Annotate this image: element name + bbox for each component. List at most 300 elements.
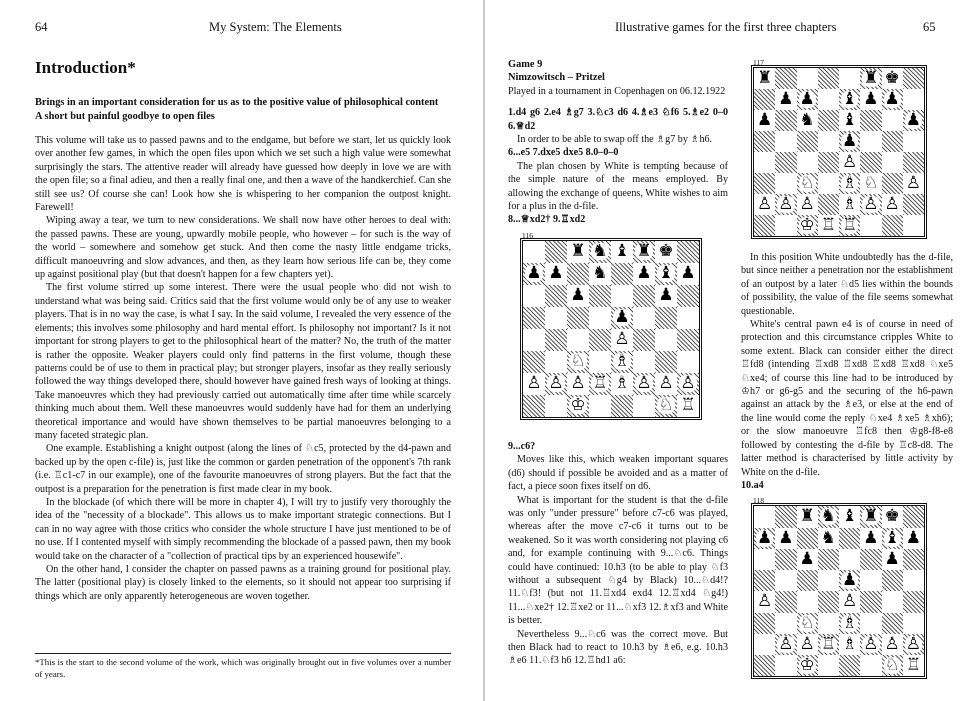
- board-square: [860, 528, 881, 549]
- diagram-118: [753, 496, 933, 677]
- board-square: [903, 89, 924, 110]
- board-square: [523, 241, 545, 263]
- board-square: [860, 131, 881, 152]
- board-square: [797, 591, 818, 612]
- chess-piece: ♖: [820, 215, 836, 235]
- board-square: [589, 351, 611, 373]
- board-square: [589, 373, 611, 395]
- board-square: [882, 152, 903, 173]
- chess-piece: ♙: [526, 373, 542, 394]
- board-square: [655, 373, 677, 395]
- board-square: [754, 110, 775, 131]
- chess-piece: ♘: [884, 655, 900, 676]
- board-square: [882, 173, 903, 194]
- board-square: [797, 131, 818, 152]
- board-square: [818, 655, 839, 676]
- board-square: [903, 68, 924, 89]
- board-square: [677, 241, 699, 263]
- board-square: [545, 285, 567, 307]
- chess-piece: ♚: [884, 68, 900, 88]
- board-square: [677, 395, 699, 417]
- board-square: [797, 655, 818, 676]
- chess-piece: ♟: [842, 131, 858, 151]
- chess-piece: ♙: [757, 194, 773, 214]
- chess-piece: ♙: [680, 373, 696, 394]
- chess-piece: ♜: [636, 241, 652, 262]
- board-square: [567, 285, 589, 307]
- board-square: [611, 263, 633, 285]
- board-square: [545, 373, 567, 395]
- board-square: [655, 285, 677, 307]
- board-square: [545, 263, 567, 285]
- chess-piece: ♙: [863, 194, 879, 214]
- board-square: [775, 570, 796, 591]
- chess-piece: ♜: [757, 68, 773, 88]
- board-square: [903, 634, 924, 655]
- board-square: [797, 506, 818, 527]
- chess-board: [522, 240, 700, 418]
- chess-piece: ♟: [570, 285, 586, 306]
- chess-piece: ♟: [680, 263, 696, 284]
- board-square: [860, 68, 881, 89]
- chess-piece: ♙: [757, 591, 773, 612]
- board-square: [589, 329, 611, 351]
- chess-piece: ♟: [658, 285, 674, 306]
- board-square: [797, 634, 818, 655]
- board-square: [903, 549, 924, 570]
- board-square: [839, 570, 860, 591]
- board-square: [775, 655, 796, 676]
- board-square: [754, 570, 775, 591]
- board-square: [839, 613, 860, 634]
- board-square: [860, 570, 881, 591]
- board-square: [523, 285, 545, 307]
- board-square: [754, 613, 775, 634]
- board-square: [839, 655, 860, 676]
- right-running-head: Illustrative games for the first three chapters: [615, 20, 837, 34]
- annotation: The plan chosen by White is tempting because of the simple nature of the means employed. By allowing the exchange of queens, White wishes to aim for a plus in the d-file.: [508, 160, 728, 213]
- chess-piece: ♟: [799, 548, 815, 569]
- chess-piece: ♜: [863, 68, 879, 88]
- board-square: [677, 373, 699, 395]
- board-square: [860, 215, 881, 236]
- board-square: [797, 528, 818, 549]
- board-square: [567, 373, 589, 395]
- board-square: [882, 634, 903, 655]
- board-square: [903, 152, 924, 173]
- board-square: [903, 613, 924, 634]
- board-square: [633, 285, 655, 307]
- board-square: [860, 89, 881, 110]
- board-square: [797, 194, 818, 215]
- board-square: [818, 634, 839, 655]
- board-square: [545, 241, 567, 263]
- board-square: [882, 68, 903, 89]
- chess-piece: ♙: [614, 329, 630, 350]
- chess-piece: ♟: [842, 570, 858, 591]
- board-square: [903, 655, 924, 676]
- chess-piece: ♞: [820, 527, 836, 548]
- chess-piece: ♗: [614, 373, 630, 394]
- board-square: [882, 613, 903, 634]
- paragraph: This volume will take us to passed pawns and to the endgame, but before we start, let us quickly look over another few games, in which the open files upon which we set such a high value were somewhat surprisingly the stars. The attentive reader will already have guessed how deeply in love we are with the open file; so a final adieu, and then a really final one, and then a wave of the handkerchief. Can she still see us? Of course she can! Look how she is whispering to her companion the outpost knight. Farewell!: [35, 135, 451, 214]
- chess-board: [753, 505, 925, 677]
- board-square: [797, 173, 818, 194]
- board-square: [677, 263, 699, 285]
- board-square: [567, 307, 589, 329]
- chess-piece: ♟: [526, 263, 542, 284]
- board-square: [882, 194, 903, 215]
- board-square: [754, 506, 775, 527]
- board-square: [860, 110, 881, 131]
- board-square: [818, 131, 839, 152]
- board-square: [860, 549, 881, 570]
- chess-piece: ♗: [842, 633, 858, 654]
- diagram-label: 118: [753, 496, 764, 506]
- board-square: [882, 131, 903, 152]
- board-square: [545, 351, 567, 373]
- board-square: [523, 351, 545, 373]
- board-square: [903, 528, 924, 549]
- chess-piece: ♙: [863, 633, 879, 654]
- paragraph: The first volume stirred up some interest. There were the usual people who did not wish to understand what was being said. Critics said that the first volume would only be of any use to weaker players. That is in no way the case, is what I say. In the said volume, I revealed the very essence of the elements; this involves some philosophy and hard mental effort. Is philosophy not important? Is it not important for strong players to get to the philosophical heart of the matter? No, the truth of the matter is rather the opposite. Weaker players could only find patterns in the first volume, though these patterns could be of use to them in practical play; but stronger players, insofar as they really seriously followed the way things developed there, should however have gained fresh ways of looking at things. Take manoeuvres which they had previously carried out automatically time after time while scarcely thinking much about them. Well these manoeuvres would suddenly have had for them an underlying theoretical importance and would have shown themselves to be partial manoeuvres belonging to a many faceted strategic plan.: [35, 282, 451, 441]
- move-line: 8...♕xd2† 9.♖xd2: [508, 214, 586, 226]
- board-square: [754, 655, 775, 676]
- board-square: [611, 373, 633, 395]
- board-square: [818, 215, 839, 236]
- chess-piece: ♙: [778, 194, 794, 214]
- chess-piece: ♟: [905, 527, 921, 548]
- board-square: [903, 173, 924, 194]
- board-square: [797, 68, 818, 89]
- board-square: [655, 241, 677, 263]
- board-square: [611, 307, 633, 329]
- annotation: Nevertheless 9...♘c6 was the correct move. But then Black had to react to 10.h3 by ♗e6, e.g. 10.h3 ♗e6 11.♘f3 h6 12.♖hd1 a6:: [508, 628, 728, 667]
- board-square: [860, 152, 881, 173]
- board-square: [754, 131, 775, 152]
- board-square: [633, 263, 655, 285]
- move-line: 1.d4 g6 2.e4 ♗g7 3.♘c3 d6 4.♗e3 ♘f6 5.♗e2 0–0 6.♕d2: [508, 107, 728, 132]
- board-square: [523, 373, 545, 395]
- board-square: [903, 215, 924, 236]
- left-running-head: My System: The Elements: [209, 20, 342, 34]
- chess-piece: ♟: [799, 89, 815, 109]
- board-square: [797, 215, 818, 236]
- move-line: 6...e5 7.dxe5 dxe5 8.0–0–0: [508, 147, 619, 159]
- chess-piece: ♗: [842, 173, 858, 193]
- chess-piece: ♖: [680, 395, 696, 416]
- board-square: [655, 351, 677, 373]
- chess-piece: ♝: [842, 110, 858, 130]
- board-square: [754, 152, 775, 173]
- board-square: [818, 89, 839, 110]
- board-square: [903, 194, 924, 215]
- board-square: [655, 329, 677, 351]
- board-square: [775, 613, 796, 634]
- board-square: [655, 263, 677, 285]
- board-square: [775, 131, 796, 152]
- board-square: [754, 634, 775, 655]
- annotation: In order to be able to swap off the ♗g7 by ♗h6.: [517, 134, 713, 146]
- board-square: [903, 110, 924, 131]
- game-label: Game 9: [508, 59, 543, 70]
- board-square: [754, 89, 775, 110]
- board-square: [545, 329, 567, 351]
- board-square: [589, 307, 611, 329]
- chess-piece: ♖: [905, 655, 921, 676]
- diagram-label: 117: [753, 58, 764, 67]
- move-line: 10.a4: [741, 479, 764, 491]
- chess-piece: ♙: [658, 373, 674, 394]
- chess-piece: ♙: [905, 173, 921, 193]
- chess-piece: ♙: [636, 373, 652, 394]
- board-square: [882, 528, 903, 549]
- chess-piece: ♙: [842, 152, 858, 172]
- board-square: [818, 68, 839, 89]
- board-square: [818, 152, 839, 173]
- board-square: [775, 152, 796, 173]
- annotation: Moves like this, which weaken important squares (d6) should if possible be avoided and as a matter of fact, a piece soon fixes itself on d6.: [508, 454, 728, 493]
- board-square: [633, 373, 655, 395]
- board-square: [818, 591, 839, 612]
- chess-piece: ♟: [548, 263, 564, 284]
- chess-piece: ♔: [799, 215, 815, 235]
- board-square: [775, 591, 796, 612]
- board-square: [818, 549, 839, 570]
- board-square: [818, 194, 839, 215]
- board-square: [775, 215, 796, 236]
- move-line: 9...c6?: [508, 440, 536, 452]
- chess-piece: ♝: [884, 527, 900, 548]
- chess-piece: ♟: [905, 110, 921, 130]
- left-body: [35, 134, 451, 603]
- chess-piece: ♗: [842, 194, 858, 214]
- chess-piece: ♘: [863, 173, 879, 193]
- board-square: [860, 655, 881, 676]
- diagram-label: 116: [522, 230, 533, 240]
- board-square: [797, 613, 818, 634]
- board-square: [903, 131, 924, 152]
- board-square: [797, 570, 818, 591]
- board-square: [839, 194, 860, 215]
- board-square: [633, 395, 655, 417]
- board-square: [818, 613, 839, 634]
- board-square: [839, 68, 860, 89]
- board-square: [797, 152, 818, 173]
- chess-piece: ♖: [592, 373, 608, 394]
- right-page-number: 65: [923, 20, 936, 34]
- board-square: [839, 89, 860, 110]
- annotation: What is important for the student is that the d-file was only "under pressure" before c7-c6 was played, whereas after the move c7-c6 it turns out to be weakened. So it was worth considering not playing c6 and, for example continuing with 9...♘c6. Things could have continued: 10.h3 (to be able to play ♘f3 without a subsequent ♘g4 by Black) 10...♘d4!? 11.♘f3! (but not 11.♖xd4 exd4 12.♖xd4 ♘g4!) 11...♘xe2† 12.♖xe2 or 11...♘xf3 12.♗xf3 and White is better.: [508, 494, 728, 627]
- chess-piece: ♖: [842, 215, 858, 235]
- chess-piece: ♜: [799, 506, 815, 527]
- chess-piece: ♚: [884, 506, 900, 527]
- board-square: [754, 173, 775, 194]
- chess-piece: ♝: [842, 506, 858, 527]
- board-square: [839, 215, 860, 236]
- chess-piece: ♙: [905, 633, 921, 654]
- board-square: [882, 110, 903, 131]
- board-square: [677, 307, 699, 329]
- chess-piece: ♟: [757, 110, 773, 130]
- board-square: [567, 329, 589, 351]
- left-page: [0, 0, 483, 701]
- right-column-1: [508, 58, 728, 668]
- board-square: [523, 307, 545, 329]
- board-square: [882, 549, 903, 570]
- board-square: [633, 351, 655, 373]
- chess-piece: ♟: [863, 527, 879, 548]
- board-square: [655, 307, 677, 329]
- board-square: [633, 329, 655, 351]
- chess-piece: ♟: [636, 263, 652, 284]
- board-square: [818, 570, 839, 591]
- chess-board: [753, 67, 925, 237]
- chess-piece: ♘: [658, 395, 674, 416]
- board-square: [882, 591, 903, 612]
- chess-piece: ♞: [592, 241, 608, 262]
- board-square: [754, 528, 775, 549]
- board-square: [882, 506, 903, 527]
- board-square: [903, 506, 924, 527]
- chess-piece: ♗: [614, 351, 630, 372]
- chess-piece: ♞: [820, 506, 836, 527]
- chess-piece: ♟: [884, 548, 900, 569]
- chapter-subtitle: [35, 96, 451, 124]
- board-square: [611, 285, 633, 307]
- board-square: [633, 241, 655, 263]
- board-square: [775, 549, 796, 570]
- footnote-rule: [35, 653, 451, 654]
- board-square: [567, 241, 589, 263]
- board-square: [860, 194, 881, 215]
- board-square: [860, 506, 881, 527]
- chess-piece: ♙: [884, 633, 900, 654]
- left-text-column: [35, 58, 451, 603]
- board-square: [860, 634, 881, 655]
- board-square: [754, 591, 775, 612]
- board-square: [611, 329, 633, 351]
- chess-piece: ♙: [799, 633, 815, 654]
- diagram-117: [753, 58, 933, 237]
- board-square: [860, 173, 881, 194]
- board-square: [839, 131, 860, 152]
- board-square: [523, 395, 545, 417]
- board-square: [567, 263, 589, 285]
- chess-piece: ♟: [757, 527, 773, 548]
- board-square: [567, 351, 589, 373]
- footnote: *This is the start to the second volume of the work, which was originally brought out in five volumes over a number of years.: [35, 657, 451, 679]
- chess-piece: ♟: [778, 527, 794, 548]
- board-square: [775, 173, 796, 194]
- board-square: [589, 395, 611, 417]
- chapter-title: Introduction*: [35, 58, 136, 77]
- chess-piece: ♔: [570, 395, 586, 416]
- annotation: White's central pawn e4 is of course in need of protection and this circumstance cripples White to some extent. Black can consider either the direct ♖fd8 (intending ♖xd8 ♖xd8 ♖xd8 ♖xd8 ♘xe5 ♘xe4; of course this line had to be introduced by ♔h7 or g6-g5 and the securing of the h6-pawn against an attack by the ♗e3, or else at the end of the line would come the reply ♘xe4 ♗xe5 ♗xh6); or the slow manoeuvre ♖fc8 then ♔g8-f8-e8 followed by contesting the d-file by ♖c8-d8. The latter method is characterised by little activity by White on the d-file.: [741, 319, 953, 478]
- right-page: [485, 0, 968, 701]
- board-square: [839, 549, 860, 570]
- annotation: In this position White undoubtedly has the d-file, but since neither a penetration nor the establishment of an outpost by a later ♘d5 lies within the bounds of possibility, the value of the file seems somewhat questionable.: [741, 252, 953, 317]
- chess-piece: ♔: [799, 655, 815, 676]
- chess-piece: ♚: [658, 241, 674, 262]
- chess-piece: ♙: [884, 194, 900, 214]
- board-square: [839, 506, 860, 527]
- left-page-number: 64: [35, 20, 48, 34]
- right-column-2: [741, 58, 953, 677]
- board-square: [775, 528, 796, 549]
- board-square: [797, 89, 818, 110]
- board-square: [839, 634, 860, 655]
- board-square: [775, 194, 796, 215]
- board-square: [818, 173, 839, 194]
- chess-piece: ♘: [799, 612, 815, 633]
- board-square: [589, 241, 611, 263]
- board-square: [839, 152, 860, 173]
- board-square: [775, 110, 796, 131]
- board-square: [677, 329, 699, 351]
- board-square: [545, 395, 567, 417]
- board-square: [839, 173, 860, 194]
- board-square: [775, 68, 796, 89]
- board-square: [523, 329, 545, 351]
- chess-piece: ♙: [842, 591, 858, 612]
- board-square: [882, 215, 903, 236]
- chess-piece: ♜: [863, 506, 879, 527]
- board-square: [882, 655, 903, 676]
- board-square: [754, 215, 775, 236]
- diagram-116: [522, 231, 702, 418]
- board-square: [818, 528, 839, 549]
- paragraph: Wiping away a tear, we turn to new considerations. We shall now have other heroes to deal with: the passed pawns. These are young, upwardly mobile people, who however – for such is the way of the world – somewhere and somehow get stuck. And then come the nasty little endgame tricks, difficult manoeuvring and slow advances, and then, as they learn how serious life can be, they come up against positional play (but that doesn't happen for a few chapters yet).: [35, 215, 451, 281]
- board-square: [818, 110, 839, 131]
- board-square: [839, 110, 860, 131]
- board-square: [589, 263, 611, 285]
- board-square: [677, 285, 699, 307]
- chess-piece: ♟: [884, 89, 900, 109]
- board-square: [677, 351, 699, 373]
- board-square: [839, 528, 860, 549]
- board-square: [589, 285, 611, 307]
- board-square: [882, 570, 903, 591]
- board-square: [523, 263, 545, 285]
- board-square: [754, 68, 775, 89]
- board-square: [839, 591, 860, 612]
- board-square: [797, 549, 818, 570]
- chess-piece: ♞: [592, 263, 608, 284]
- board-square: [611, 351, 633, 373]
- board-square: [567, 395, 589, 417]
- board-square: [545, 307, 567, 329]
- chess-piece: ♙: [570, 373, 586, 394]
- chess-piece: ♘: [570, 351, 586, 372]
- game-event: Played in a tournament in Copenhagen on 06.12.1922: [508, 85, 726, 97]
- chess-piece: ♝: [658, 263, 674, 284]
- paragraph: One example. Establishing a knight outpost (along the lines of ♘c5, protected by the d4-pawn and backed up by the open c-file) is, just like the common or garden penetration of the opponent's 7th rank (i.e. ♖c1-c7 in our example), one of the favourite manoeuvres of strong players. But the fact that the outpost is a preparation for the penetration is first made clear in my book.: [35, 443, 451, 495]
- board-square: [903, 570, 924, 591]
- chess-piece: ♙: [799, 194, 815, 214]
- chess-piece: ♙: [778, 633, 794, 654]
- board-square: [860, 591, 881, 612]
- board-square: [611, 241, 633, 263]
- board-square: [775, 89, 796, 110]
- chess-piece: ♘: [799, 173, 815, 193]
- board-square: [754, 549, 775, 570]
- board-square: [655, 395, 677, 417]
- board-square: [882, 89, 903, 110]
- board-square: [775, 506, 796, 527]
- board-square: [903, 591, 924, 612]
- chess-piece: ♜: [570, 241, 586, 262]
